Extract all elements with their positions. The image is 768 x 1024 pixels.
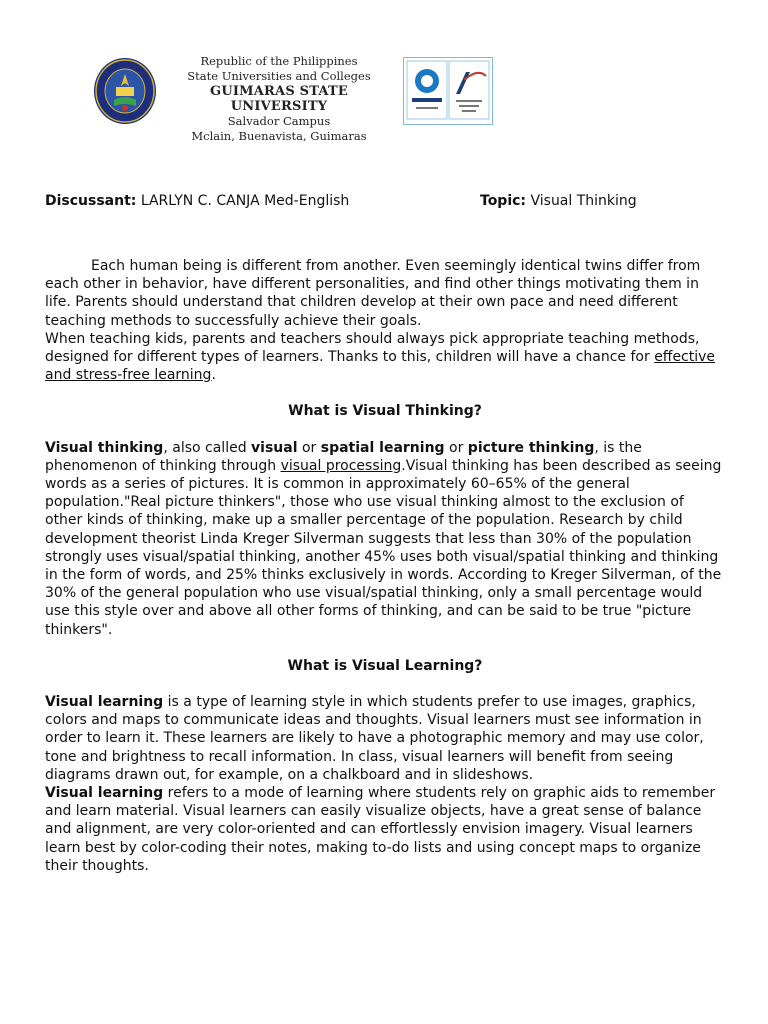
topic-value: Visual Thinking: [530, 193, 637, 209]
term-picture-thinking: picture thinking: [467, 439, 595, 456]
university-seal-logo: [92, 56, 158, 126]
campus-name: Salvador Campus: [227, 114, 331, 128]
intro-paragraph-1: Each human being is different from another. Even seemingly identical twins differ from each other in behavior, have different personalities, and find other things motivating them in life. Parents should understand that children develop at their own pace and need different teaching methods to successfully achieve their goals.: [45, 258, 701, 329]
text-fragment: is a type of learning style in which students prefer to use images, graphics, colors and maps to communicate ideas and thoughts. Visual learners must see information in order to learn it. These learners are likely to have a photographic memory and may use color, tone and brightness to recall information. In class, visual learners will benefit from seeing diagrams drawn out, for example, on a chalkboard and in slideshows.: [45, 694, 704, 783]
text-fragment: or: [444, 439, 468, 456]
university-name: GUIMARAS STATE UNIVERSITY: [210, 84, 348, 114]
campus-address: Mclain, Buenavista, Guimaras: [191, 129, 367, 143]
term-visual-learning: Visual learning: [45, 694, 164, 711]
stress-free-learning-link[interactable]: effective and stress-free learning: [45, 349, 716, 384]
document-body: [45, 257, 725, 875]
topic-label: Topic:: [480, 193, 527, 209]
letterhead: [92, 54, 512, 143]
text-fragment: .Visual thinking has been described as seeing words as a series of pictures. It is common in approximately 60–65% of the general population."Real picture thinkers", those who use visual thinking almost to the exclusion of other kinds of thinking, make up a smaller percentage of the population. Research by child development theorist Linda Kreger Silverman suggests that less than 30% of the population strongly uses visual/spatial thinking, another 45% uses both visual/spatial thinking and thinking in the form of words, and 25% thinks exclusively in words. According to Kreger Silverman, of the 30% of the general population who use visual/spatial thinking, only a small percentage would use this style over and above all other forms of thinking, and can be said to be true "picture thinkers".: [45, 457, 722, 638]
text-fragment: , also called: [163, 439, 252, 456]
visual-learning-paragraph-1: [45, 693, 725, 784]
header-line-republic: Republic of the Philippines: [200, 54, 358, 68]
discussant-label: Discussant:: [45, 193, 137, 209]
heading-visual-learning: What is Visual Learning?: [287, 657, 483, 674]
header-line-sucs: State Universities and Colleges: [187, 69, 371, 83]
text-fragment: or: [297, 439, 321, 456]
heading-visual-thinking: What is Visual Thinking?: [288, 403, 482, 420]
discussant-value: LARLYN C. CANJA Med-English: [140, 193, 350, 209]
intro-p2-text: When teaching kids, parents and teachers should always pick appropriate teaching methods, designed for different types of learners. Thanks to this, children will have a chance for: [45, 330, 700, 366]
text-fragment: , is the phenomenon of thinking through: [45, 439, 642, 474]
text-fragment: refers to a mode of learning where students rely on graphic aids to remember and learn material. Visual learners can easily visualize objects, have a great sense of balance and alignment, are very color-oriented and can effortlessly envision imagery. Visual learners learn best by color-coding their notes, making to-do lists and using concept maps to organize their thoughts.: [45, 785, 716, 874]
topic-line: [480, 193, 637, 209]
term-visual-thinking: Visual thinking: [45, 439, 164, 456]
discussant-line: [45, 193, 349, 209]
certification-badges-logo: [403, 57, 493, 125]
intro-paragraph-2: [45, 330, 725, 385]
term-visual: visual: [251, 439, 298, 456]
intro-p2-end: .: [211, 367, 216, 384]
visual-learning-paragraph-2: [45, 784, 725, 875]
university-header-text: [166, 54, 392, 144]
visual-thinking-paragraph: [45, 439, 725, 639]
visual-processing-link[interactable]: visual processing: [280, 457, 402, 474]
term-spatial-learning: spatial learning: [320, 439, 445, 456]
term-visual-learning: Visual learning: [45, 785, 164, 802]
